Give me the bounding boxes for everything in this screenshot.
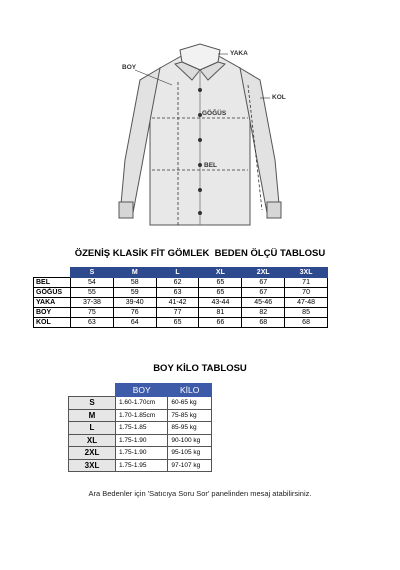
table-cell: 37-38 <box>71 298 114 308</box>
table-cell: 64 <box>113 318 156 328</box>
table-cell-boy: 1.75-1.85 <box>116 422 168 435</box>
table-cell-kilo: 97-107 kg <box>168 459 212 472</box>
size-chart-table <box>33 267 328 328</box>
header-kilo: KİLO <box>168 384 212 397</box>
table-cell: 55 <box>71 288 114 298</box>
table-cell: 68 <box>285 318 328 328</box>
table-row <box>69 447 212 460</box>
table-cell: 65 <box>199 278 242 288</box>
label-boy: BOY <box>122 64 137 71</box>
table-cell-kilo: 90-100 kg <box>168 434 212 447</box>
header-size: L <box>156 268 199 278</box>
table-row <box>69 397 212 410</box>
footer-note: Ara Bedenler için 'Satıcıya Soru Sor' panelinden mesaj atabilirsiniz. <box>88 489 312 498</box>
table-cell: 67 <box>242 288 285 298</box>
label-yaka: YAKA <box>230 50 248 57</box>
row-label: KOL <box>34 318 71 328</box>
row-size: M <box>69 409 116 422</box>
table-cell: 43-44 <box>199 298 242 308</box>
table-cell-kilo: 85-95 kg <box>168 422 212 435</box>
table-cell: 62 <box>156 278 199 288</box>
label-kol: KOL <box>272 94 286 101</box>
table-cell: 47-48 <box>285 298 328 308</box>
table-cell: 66 <box>199 318 242 328</box>
table-row <box>69 409 212 422</box>
table-cell: 76 <box>113 308 156 318</box>
table-cell: 63 <box>71 318 114 328</box>
table-cell: 41-42 <box>156 298 199 308</box>
table-row <box>34 278 328 288</box>
header-size: 3XL <box>285 268 328 278</box>
table-cell: 85 <box>285 308 328 318</box>
table-cell-boy: 1.75-1.95 <box>116 459 168 472</box>
table-row <box>34 288 328 298</box>
table-cell-kilo: 95-105 kg <box>168 447 212 460</box>
header-size: XL <box>199 268 242 278</box>
row-size: 3XL <box>69 459 116 472</box>
size-chart-title: ÖZENİŞ KLASİK FİT GÖMLEK BEDEN ÖLÇÜ TABLOSU <box>74 248 326 259</box>
table-cell-boy: 1.70-1.85cm <box>116 409 168 422</box>
row-label: BOY <box>34 308 71 318</box>
table-cell: 70 <box>285 288 328 298</box>
table-cell: 59 <box>113 288 156 298</box>
table-cell: 65 <box>156 318 199 328</box>
table-cell-kilo: 75-85 kg <box>168 409 212 422</box>
table-cell: 54 <box>71 278 114 288</box>
header-size: S <box>71 268 114 278</box>
header-blank <box>69 384 116 397</box>
row-size: 2XL <box>69 447 116 460</box>
table-cell: 65 <box>199 288 242 298</box>
label-gogus: GÖĞÜS <box>202 110 227 117</box>
row-label: BEL <box>34 278 71 288</box>
size-chart-header-row <box>34 268 328 278</box>
row-size: L <box>69 422 116 435</box>
table-cell: 39-40 <box>113 298 156 308</box>
table-cell: 75 <box>71 308 114 318</box>
weight-chart-table <box>68 383 212 472</box>
weight-chart-header-row <box>69 384 212 397</box>
table-row <box>69 434 212 447</box>
table-row <box>69 422 212 435</box>
table-cell: 77 <box>156 308 199 318</box>
table-cell: 82 <box>242 308 285 318</box>
table-cell-boy: 1.75-1.90 <box>116 447 168 460</box>
table-cell: 67 <box>242 278 285 288</box>
table-row <box>69 459 212 472</box>
table-row <box>34 308 328 318</box>
weight-chart-title: BOY KİLO TABLOSU <box>153 363 247 374</box>
label-bel: BEL <box>204 162 217 169</box>
table-cell: 45-46 <box>242 298 285 308</box>
row-size: XL <box>69 434 116 447</box>
table-cell-kilo: 60-65 kg <box>168 397 212 410</box>
header-size: M <box>113 268 156 278</box>
row-label: GÖĞÜS <box>34 288 71 298</box>
header-size: 2XL <box>242 268 285 278</box>
table-cell: 58 <box>113 278 156 288</box>
table-cell-boy: 1.60-1.70cm <box>116 397 168 410</box>
header-blank <box>34 268 71 278</box>
table-cell: 81 <box>199 308 242 318</box>
table-cell-boy: 1.75-1.90 <box>116 434 168 447</box>
table-cell: 68 <box>242 318 285 328</box>
table-row <box>34 298 328 308</box>
table-row <box>34 318 328 328</box>
table-cell: 63 <box>156 288 199 298</box>
table-cell: 71 <box>285 278 328 288</box>
shirt-diagram <box>100 40 300 235</box>
header-boy: BOY <box>116 384 168 397</box>
row-label: YAKA <box>34 298 71 308</box>
row-size: S <box>69 397 116 410</box>
